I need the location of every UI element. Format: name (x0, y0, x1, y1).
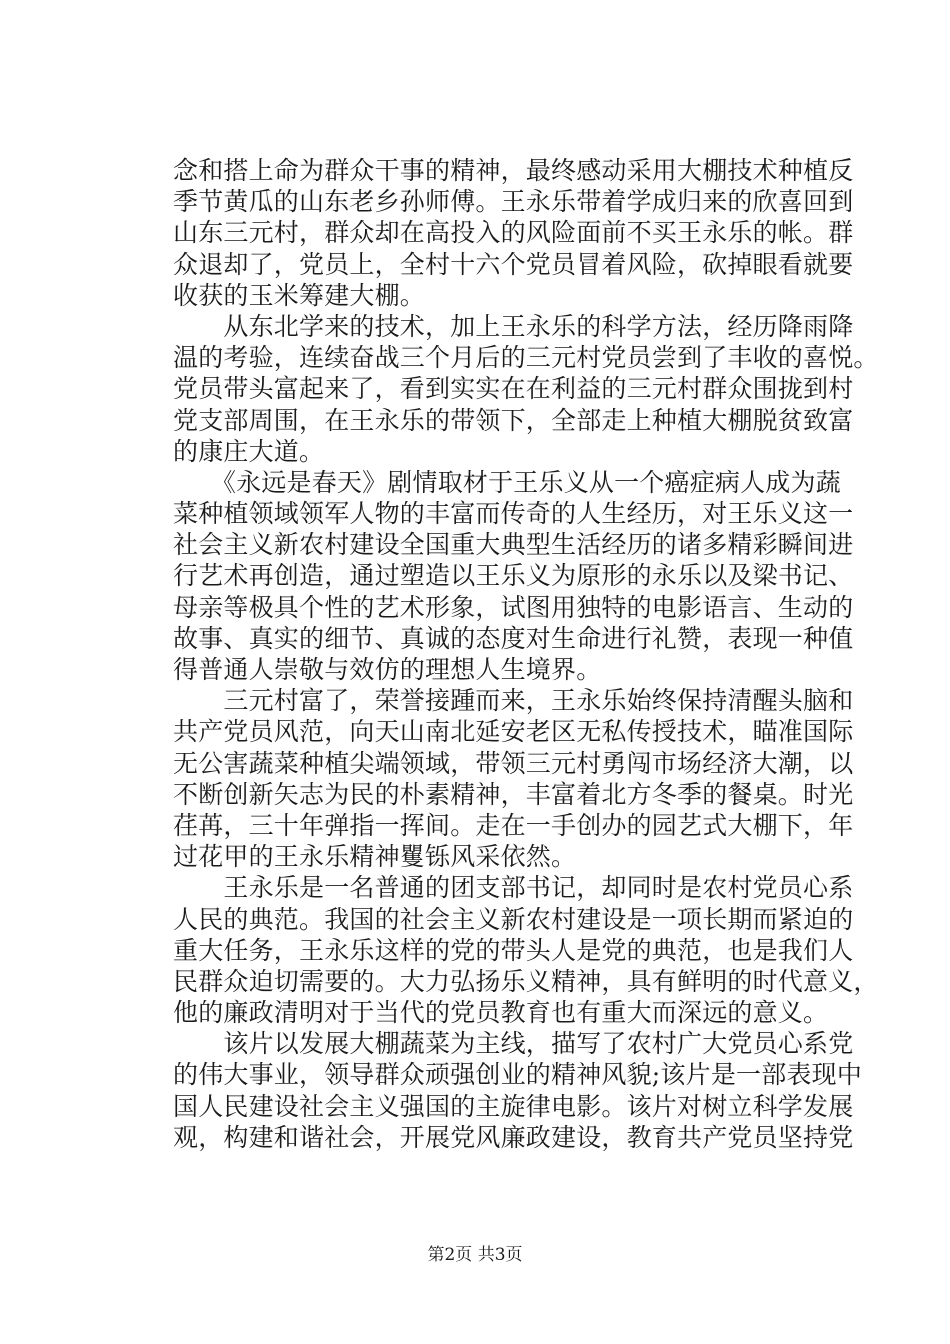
text-line: 党员带头富起来了，看到实实在在利益的三元村群众围拢到村 (173, 374, 854, 404)
text-line: 《永远是春天》剧情取材于王乐义从一个癌症病人成为蔬 (173, 467, 841, 497)
text-line: 的康庄大道。 (173, 436, 325, 466)
text-line: 三元村富了，荣誉接踵而来，王永乐始终保持清醒头脑和 (173, 686, 854, 716)
text-line: 该片以发展大棚蔬菜为主线，描写了农村广大党员心系党 (173, 1029, 854, 1059)
text-line: 无公害蔬菜种植尖端领域，带领三元村勇闯市场经济大潮，以 (173, 748, 854, 778)
text-line: 菜种植领域领军人物的丰富而传奇的人生经历，对王乐义这一 (173, 499, 854, 529)
text-line: 不断创新矢志为民的朴素精神，丰富着北方冬季的餐桌。时光 (173, 779, 854, 809)
text-line: 的伟大事业，领导群众顽强创业的精神风貌;该片是一部表现中 (173, 1060, 863, 1090)
text-line: 民群众迫切需要的。大力弘扬乐义精神，具有鲜明的时代意义， (173, 966, 879, 996)
text-line: 他的廉政清明对于当代的党员教育也有重大而深远的意义。 (173, 998, 829, 1028)
text-line: 收获的玉米筹建大棚。 (173, 280, 426, 310)
text-line: 社会主义新农村建设全国重大典型生活经历的诸多精彩瞬间进 (173, 530, 854, 560)
text-line: 山东三元村，群众却在高投入的风险面前不买王永乐的帐。群 (173, 218, 854, 248)
document-body (173, 155, 879, 1153)
text-line: 人民的典范。我国的社会主义新农村建设是一项长期而紧迫的 (173, 904, 854, 934)
text-line: 得普通人崇敬与效仿的理想人生境界。 (173, 655, 602, 684)
text-line: 行艺术再创造，通过塑造以王乐义为原形的永乐以及梁书记、 (173, 561, 854, 591)
text-line: 荏苒，三十年弹指一挥间。走在一手创办的园艺式大棚下，年 (173, 810, 854, 840)
text-line: 念和搭上命为群众干事的精神，最终感动采用大棚技术种植反 (173, 156, 854, 185)
text-line: 众退却了，党员上，全村十六个党员冒着风险，砍掉眼看就要 (173, 249, 854, 279)
text-line: 过花甲的王永乐精神矍铄风采依然。 (173, 842, 577, 872)
text-line: 党支部周围，在王永乐的带领下，全部走上种植大棚脱贫致富 (173, 405, 854, 435)
text-line: 季节黄瓜的山东老乡孙师傅。王永乐带着学成归来的欣喜回到 (173, 187, 854, 217)
text-line: 温的考验，连续奋战三个月后的三元村党员尝到了丰收的喜悦。 (173, 343, 879, 373)
text-line: 王永乐是一名普通的团支部书记，却同时是农村党员心系 (173, 873, 854, 903)
text-line: 从东北学来的技术，加上王永乐的科学方法，经历降雨降 (173, 311, 854, 341)
text-line: 共产党员风范，向天山南北延安老区无私传授技术，瞄准国际 (173, 717, 854, 747)
text-line: 母亲等极具个性的艺术形象，试图用独特的电影语言、生动的 (173, 592, 854, 622)
text-line: 重大任务，王永乐这样的党的带头人是党的典范，也是我们人 (173, 935, 854, 965)
text-line: 故事、真实的细节、真诚的态度对生命进行礼赞，表现一种值 (173, 623, 854, 653)
page-number-footer: 第2页 共3页 (427, 1245, 523, 1265)
text-line: 观，构建和谐社会，开展党风廉政建设，教育共产党员坚持党 (173, 1122, 854, 1152)
text-line: 国人民建设社会主义强国的主旋律电影。该片对树立科学发展 (173, 1091, 854, 1121)
